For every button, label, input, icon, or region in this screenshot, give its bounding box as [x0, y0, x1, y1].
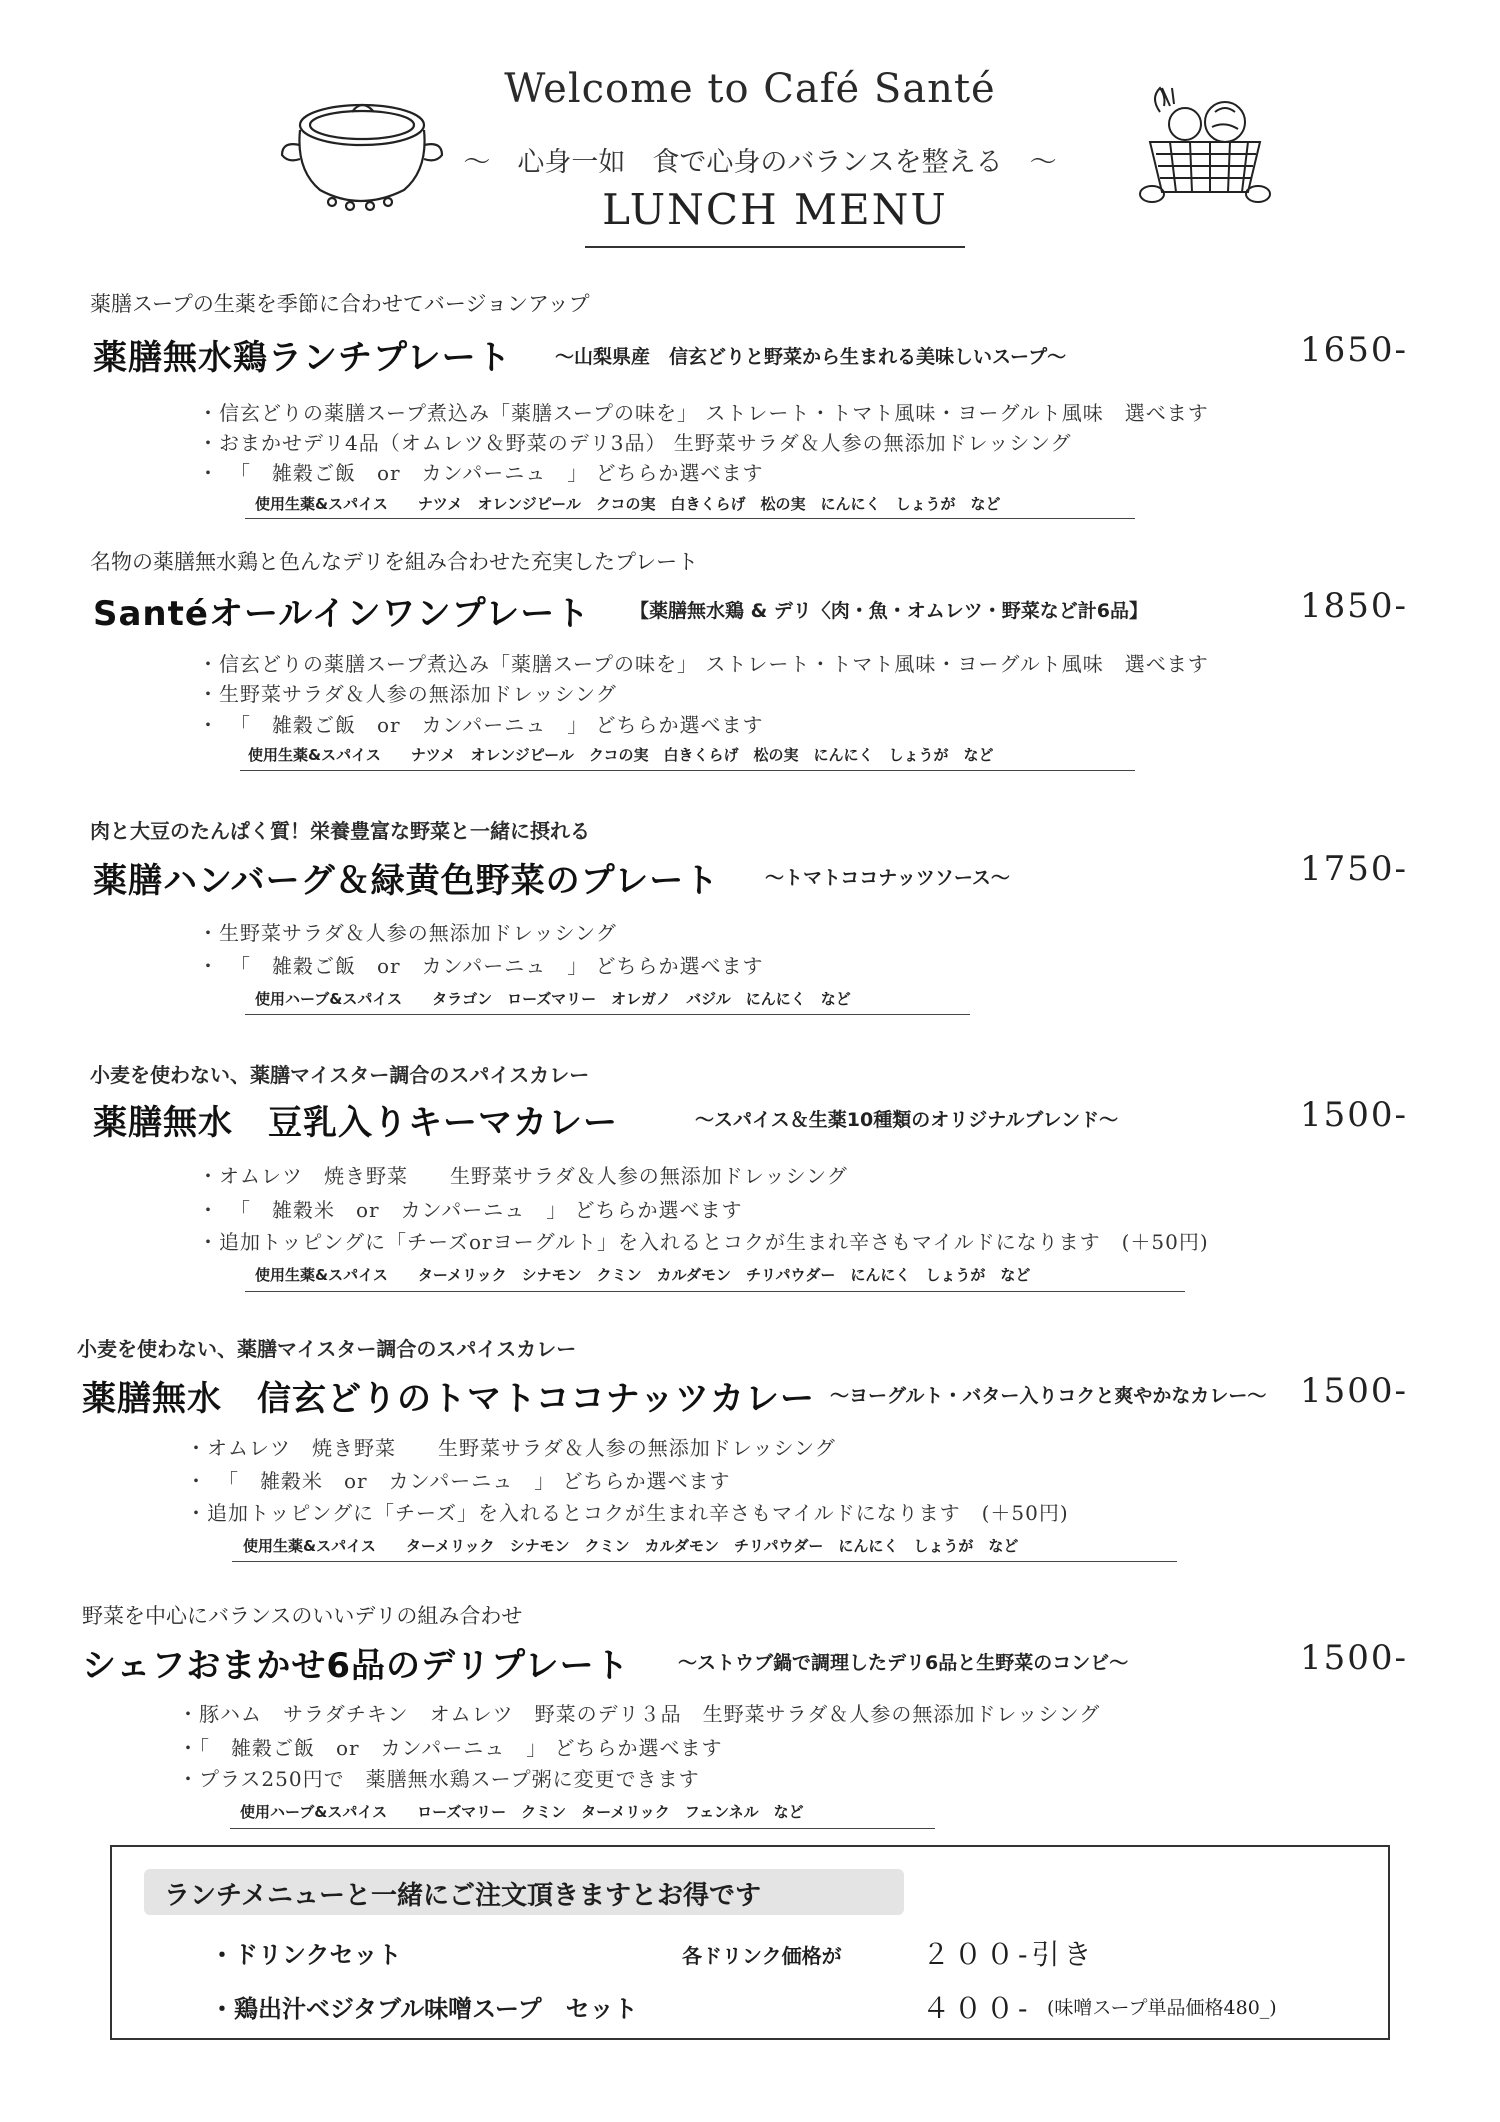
drink-set-note: 各ドリンク価格が [682, 1944, 842, 1968]
item-bullet: ・追加トッピングに「チーズorヨーグルト」を入れるとコクが生まれ辛さもマイルドになります (＋50円) [198, 1230, 1209, 1254]
item-intro: 野菜を中心にバランスのいいデリの組み合わせ [82, 1604, 523, 1628]
item-price: 1500- [1300, 1095, 1409, 1135]
item-bullet: ・ 「 雑穀ご飯 or カンパーニュ 」 どちらか選べます [198, 461, 764, 485]
item-subtitle: 〜スパイス＆生薬10種類のオリジナルブレンド〜 [695, 1109, 1119, 1131]
item-bullet: ・ 「 雑穀ご飯 or カンパーニュ 」 どちらか選べます [198, 713, 764, 737]
item-bullet: ・ 「 雑穀米 or カンパーニュ 」 どちらか選べます [198, 1198, 743, 1222]
item-intro: 小麦を使わない、薬膳マイスター調合のスパイスカレー [77, 1337, 577, 1361]
item-title: 薬膳ハンバーグ＆緑黄色野菜のプレート [93, 861, 720, 901]
item-subtitle: 〜ストウブ鍋で調理したデリ6品と生野菜のコンビ〜 [678, 1652, 1129, 1674]
item-subtitle: 【薬膳無水鶏 & デリ〈肉・魚・オムレツ・野菜など計6品】 [630, 600, 1149, 622]
soup-single-price-note: (味噌スープ単品価格480_) [1047, 1997, 1277, 2019]
soup-set-label: ・鶏出汁ベジタブル味噌スープ セット [210, 1995, 638, 2023]
item-title: 薬膳無水 信玄どりのトマトココナッツカレー [82, 1379, 815, 1419]
header-subtitle: 〜 心身一如 食で心身のバランスを整える 〜 [463, 147, 1057, 178]
menu-header [0, 0, 1500, 260]
item-bullet: ・生野菜サラダ＆人参の無添加ドレッシング [198, 921, 617, 945]
item-bullet: ・おまかせデリ4品（オムレツ＆野菜のデリ3品） 生野菜サラダ＆人参の無添加ドレッシング [198, 431, 1072, 455]
item-title: シェフおまかせ6品のデリプレート [82, 1646, 630, 1686]
item-title: Santéオールインワンプレート [93, 594, 591, 634]
item-intro: 肉と大豆のたんぱく質！栄養豊富な野菜と一緒に摂れる [90, 819, 590, 843]
item-intro: 名物の薬膳無水鶏と色んなデリを組み合わせた充実したプレート [90, 550, 699, 574]
item-subtitle: 〜山梨県産 信玄どりと野菜から生まれる美味しいスープ〜 [555, 346, 1067, 368]
item-bullet: ・信玄どりの薬膳スープ煮込み「薬膳スープの味を」 ストレート・トマト風味・ヨーグルト風味 選べます [198, 652, 1209, 676]
spice-underline [240, 770, 1135, 771]
item-spices: 使用生薬&スパイス ナツメ オレンジピール クコの実 白きくらげ 松の実 にんにく しょうが など [248, 746, 994, 764]
spice-underline [230, 1828, 935, 1829]
item-bullet: ・オムレツ 焼き野菜 生野菜サラダ＆人参の無添加ドレッシング [186, 1436, 836, 1460]
item-title: 薬膳無水鶏ランチプレート [93, 338, 512, 378]
spice-underline [245, 518, 1135, 519]
item-price: 1500- [1300, 1638, 1409, 1678]
item-bullet: ・豚ハム サラダチキン オムレツ 野菜のデリ３品 生野菜サラダ＆人参の無添加ドレッシング [178, 1702, 1101, 1726]
drink-set-discount: ２００-引き [922, 1938, 1096, 1971]
soup-set-price: ４００- [922, 1992, 1032, 2025]
item-price: 1500- [1300, 1371, 1409, 1411]
item-bullet: ・ 「 雑穀ご飯 or カンパーニュ 」 どちらか選べます [198, 954, 764, 978]
drink-set-label: ・ドリンクセット [210, 1941, 402, 1969]
item-intro: 薬膳スープの生薬を季節に合わせてバージョンアップ [90, 292, 590, 316]
item-price: 1650- [1300, 330, 1409, 370]
promo-heading: ランチメニューと一緒にご注文頂きますとお得です [164, 1881, 761, 1911]
item-bullet: ・信玄どりの薬膳スープ煮込み「薬膳スープの味を」 ストレート・トマト風味・ヨーグルト風味 選べます [198, 401, 1209, 425]
welcome-title: Welcome to Café Santé [504, 66, 996, 112]
item-intro: 小麦を使わない、薬膳マイスター調合のスパイスカレー [90, 1063, 590, 1087]
item-price: 1850- [1300, 586, 1409, 626]
item-title: 薬膳無水 豆乳入りキーマカレー [93, 1103, 618, 1143]
item-spices: 使用生薬&スパイス ターメリック シナモン クミン カルダモン チリパウダー にんにく しょうが など [255, 1266, 1031, 1284]
promo-heading-banner [144, 1869, 904, 1915]
spice-underline [232, 1561, 1177, 1562]
item-spices: 使用ハーブ&スパイス タラゴン ローズマリー オレガノ バジル にんにく など [255, 990, 851, 1008]
item-bullet: ・追加トッピングに「チーズ」を入れるとコクが生まれ辛さもマイルドになります (＋50円) [186, 1501, 1069, 1525]
spice-underline [245, 1014, 970, 1015]
item-subtitle: 〜トマトココナッツソース〜 [765, 867, 1010, 889]
item-spices: 使用ハーブ&スパイス ローズマリー クミン ターメリック フェンネル など [240, 1803, 804, 1821]
spice-underline [245, 1291, 1185, 1292]
item-bullet: ・生野菜サラダ＆人参の無添加ドレッシング [198, 682, 617, 706]
item-bullet: ・プラス250円で 薬膳無水鶏スープ粥に変更できます [178, 1767, 700, 1791]
item-spices: 使用生薬&スパイス ターメリック シナモン クミン カルダモン チリパウダー にんにく しょうが など [243, 1537, 1019, 1555]
item-price: 1750- [1300, 849, 1409, 889]
lunch-menu-title: LUNCH MENU [602, 185, 948, 234]
item-bullet: ・「 雑穀ご飯 or カンパーニュ 」 どちらか選べます [178, 1736, 723, 1760]
title-underline [585, 246, 965, 248]
item-spices: 使用生薬&スパイス ナツメ オレンジピール クコの実 白きくらげ 松の実 にんにく しょうが など [255, 495, 1001, 513]
set-discount-box [110, 1845, 1390, 2040]
item-bullet: ・ 「 雑穀米 or カンパーニュ 」 どちらか選べます [186, 1469, 731, 1493]
vegetable-basket-icon [1130, 82, 1280, 212]
item-subtitle: 〜ヨーグルト・バター入りコクと爽やかなカレー〜 [830, 1385, 1267, 1407]
item-bullet: ・オムレツ 焼き野菜 生野菜サラダ＆人参の無添加ドレッシング [198, 1164, 848, 1188]
